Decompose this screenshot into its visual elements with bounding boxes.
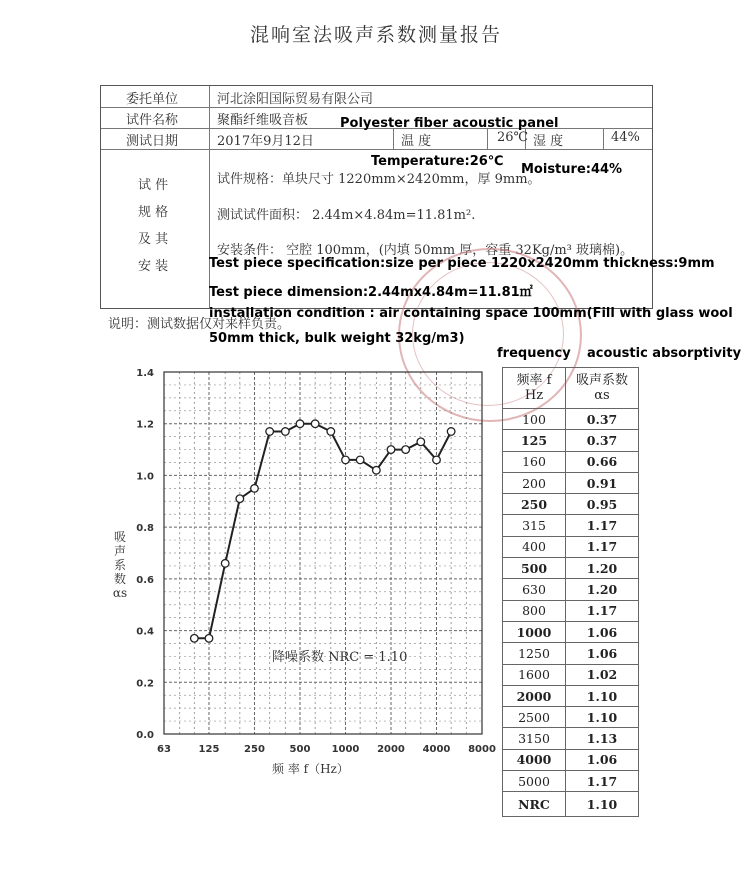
annotation-moisture: Moisture:44% — [521, 162, 623, 177]
absorption-cell: 1.10 — [566, 707, 639, 728]
chart-points — [191, 420, 455, 642]
y-tick-label: 0.0 — [136, 730, 154, 741]
annotation-spec: Test piece specification:size per piece 1220x2420mm thickness:9mm — [209, 256, 715, 271]
data-point — [266, 428, 274, 436]
data-point — [191, 635, 199, 643]
frequency-cell: 400 — [503, 536, 566, 557]
nrc-row — [503, 792, 639, 817]
absorption-cell: 0.37 — [566, 430, 639, 451]
absorption-cell: 0.66 — [566, 451, 639, 472]
note-text: 说明：测试数据仅对来样负责。 — [108, 317, 291, 332]
frequency-cell: 160 — [503, 451, 566, 472]
table-header — [503, 368, 639, 409]
table-row — [503, 643, 639, 664]
temperature-label: 温 度 — [401, 134, 432, 149]
install-text: 安装条件： 空腔 100mm，(内填 50mm 厚，容重 32Kg/m³ 玻璃棉)。 — [217, 243, 634, 258]
table-row — [503, 579, 639, 600]
absorption-cell: 1.13 — [566, 728, 639, 749]
test-date-value: 2017年9月12日 — [217, 134, 314, 149]
annotation-install-1: installation condition : air containing space 100mm(Fill with glass wool — [209, 306, 733, 321]
nrc-value: 1.10 — [566, 792, 639, 817]
data-point — [221, 560, 229, 568]
table-row — [503, 664, 639, 685]
annotation-install-2: 50mm thick, bulk weight 32kg/m3) — [209, 331, 465, 346]
data-point — [402, 446, 410, 454]
test-date-label: 测试日期 — [126, 134, 179, 149]
frequency-cell: 800 — [503, 600, 566, 621]
chart-series-line — [194, 424, 451, 639]
x-tick-label: 8000 — [468, 744, 496, 755]
frequency-cell: 200 — [503, 472, 566, 493]
table-row — [503, 771, 639, 792]
data-point — [205, 635, 213, 643]
y-tick-label: 0.6 — [136, 574, 154, 586]
table-row — [503, 749, 639, 770]
table-row — [503, 472, 639, 493]
absorption-cell: 1.10 — [566, 685, 639, 706]
data-point — [417, 438, 425, 446]
spec-text: 试件规格：单块尺寸 1220mm×2420mm，厚 9mm。 — [217, 172, 541, 187]
table-row — [503, 728, 639, 749]
x-tick-label: 250 — [244, 744, 265, 755]
data-point — [342, 456, 350, 464]
frequency-cell: 315 — [503, 515, 566, 536]
header-frequency: 频率 f Hz — [503, 368, 566, 409]
table-row — [503, 685, 639, 706]
frequency-cell: 4000 — [503, 749, 566, 770]
table-row — [503, 451, 639, 472]
side-label-2: 规 格 — [138, 205, 169, 220]
annotation-absorptivity: acoustic absorptivity — [587, 346, 742, 361]
data-point — [447, 428, 455, 436]
nrc-label: NRC — [503, 792, 566, 817]
data-point — [433, 456, 441, 464]
annotation-temperature: Temperature:26℃ — [371, 154, 504, 169]
frequency-cell: 1600 — [503, 664, 566, 685]
data-point — [356, 456, 364, 464]
data-point — [311, 420, 319, 428]
absorption-cell: 0.95 — [566, 494, 639, 515]
data-point — [373, 466, 381, 474]
absorption-cell: 1.06 — [566, 621, 639, 642]
sample-name-label: 试件名称 — [126, 113, 179, 128]
frequency-cell: 1250 — [503, 643, 566, 664]
nrc-annotation: 降噪系数 NRC = 1.10 — [272, 650, 408, 665]
humidity-value: 44% — [611, 130, 640, 145]
absorption-cell: 1.20 — [566, 558, 639, 579]
table-row — [503, 600, 639, 621]
absorption-cell: 1.17 — [566, 536, 639, 557]
humidity-label: 湿 度 — [533, 134, 564, 149]
area-text: 测试试件面积： 2.44m×4.84m=11.81m². — [217, 208, 476, 223]
annotation-product: Polyester fiber acoustic panel — [340, 116, 559, 131]
data-point — [251, 485, 259, 493]
table-row — [503, 430, 639, 451]
y-tick-label: 0.4 — [136, 626, 154, 638]
x-tick-label: 500 — [289, 744, 311, 755]
annotation-dimension: Test piece dimension:2.44mx4.84m=11.81㎡ — [209, 285, 533, 300]
series-line — [194, 424, 451, 639]
temperature-value: 26℃ — [497, 130, 529, 145]
client-value: 河北涂阳国际贸易有限公司 — [217, 92, 374, 107]
data-point — [282, 428, 290, 436]
absorption-cell: 0.91 — [566, 472, 639, 493]
frequency-cell: 250 — [503, 494, 566, 515]
frequency-cell: 500 — [503, 558, 566, 579]
frequency-cell: 125 — [503, 430, 566, 451]
side-label-3: 及 其 — [138, 232, 169, 247]
y-tick-label: 0.2 — [136, 678, 154, 690]
absorption-cell: 1.06 — [566, 749, 639, 770]
table-row — [503, 536, 639, 557]
absorption-cell: 1.06 — [566, 643, 639, 664]
table-row — [503, 494, 639, 515]
table-row — [503, 558, 639, 579]
x-tick-label: 1000 — [331, 744, 360, 755]
x-tick-label: 2000 — [377, 744, 405, 755]
annotation-frequency: frequency — [497, 346, 571, 361]
absorption-cell: 1.17 — [566, 515, 639, 536]
table-row — [503, 707, 639, 728]
frequency-cell: 2500 — [503, 707, 566, 728]
table-row — [503, 621, 639, 642]
absorption-cell: 1.17 — [566, 600, 639, 621]
x-tick-label: 63 — [157, 744, 171, 755]
data-point — [296, 420, 304, 428]
x-axis-label: 频 率 f（Hz） — [272, 762, 349, 776]
x-tick-label: 4000 — [422, 744, 451, 755]
y-tick-label: 1.4 — [136, 368, 154, 379]
absorption-table — [502, 367, 639, 817]
table-row — [503, 409, 639, 430]
data-point — [236, 495, 244, 503]
y-axis-label: 吸 声 系 数 αs — [112, 530, 128, 600]
table-row — [503, 515, 639, 536]
chart-grid — [164, 372, 482, 734]
report-title: 混响室法吸声系数测量报告 — [249, 24, 502, 46]
absorption-cell: 1.20 — [566, 579, 639, 600]
frequency-cell: 2000 — [503, 685, 566, 706]
side-label-4: 安 装 — [138, 259, 169, 274]
frequency-cell: 630 — [503, 579, 566, 600]
data-point — [387, 446, 395, 454]
y-tick-label: 1.0 — [136, 471, 154, 483]
client-label: 委托单位 — [126, 92, 179, 107]
y-tick-label: 0.8 — [136, 523, 154, 535]
absorption-cell: 1.02 — [566, 664, 639, 685]
x-tick-label: 125 — [198, 744, 220, 755]
data-point — [327, 428, 335, 436]
frequency-cell: 100 — [503, 409, 566, 430]
header-absorption: 吸声系数 αs — [566, 368, 639, 409]
side-label-1: 试 件 — [138, 178, 169, 193]
frequency-cell: 1000 — [503, 621, 566, 642]
y-tick-label: 1.2 — [136, 419, 154, 431]
sample-name-value: 聚酯纤维吸音板 — [217, 113, 309, 128]
absorption-cell: 1.17 — [566, 771, 639, 792]
absorption-cell: 0.37 — [566, 409, 639, 430]
frequency-cell: 5000 — [503, 771, 566, 792]
frequency-cell: 3150 — [503, 728, 566, 749]
